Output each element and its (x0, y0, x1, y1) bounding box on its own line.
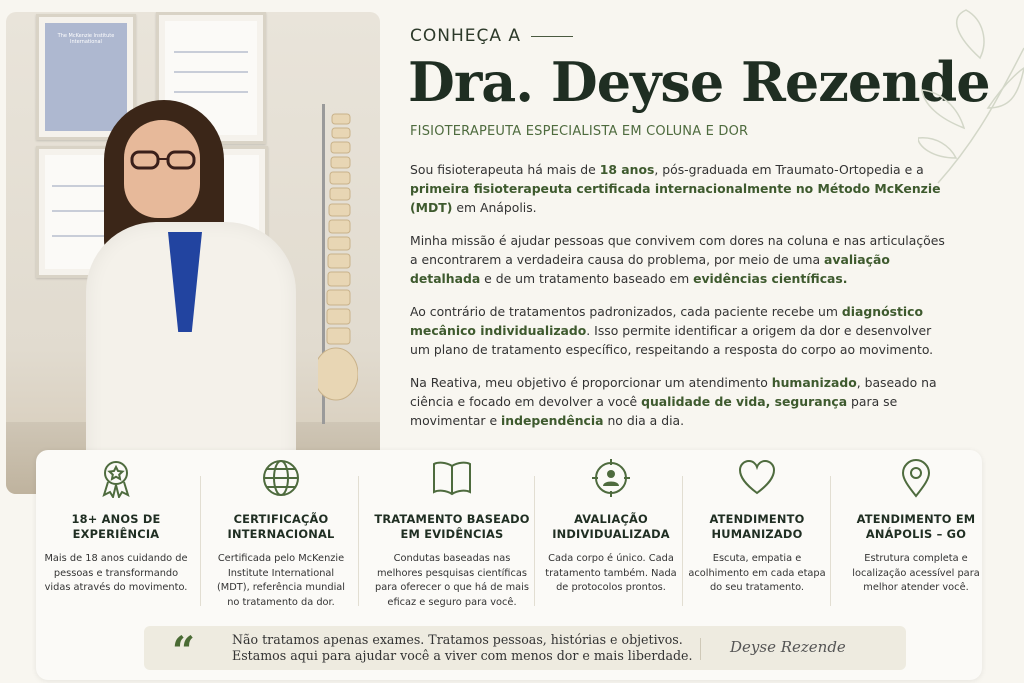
feature-location (842, 458, 990, 596)
feature-humanized (686, 458, 828, 596)
feature-assessment (542, 458, 680, 596)
bio-highlight: qualidade de vida, segurança (641, 394, 848, 409)
kicker-rule (531, 36, 573, 37)
bio-text-span: Minha missão é ajudar pessoas que convivem com dores na coluna e nas articulações a encontrarem a verdadeira causa do problema, por meio de uma (410, 233, 945, 267)
heart-icon (737, 458, 777, 498)
quote-divider (700, 638, 701, 660)
divider (200, 476, 201, 606)
feature-description: Estrutura completa e localização acessível para melhor atender você. (852, 553, 980, 593)
bio-text-span: Sou fisioterapeuta há mais de (410, 162, 600, 177)
quote-line: Não tratamos apenas exames. Tratamos pessoas, histórias e objetivos. (232, 632, 683, 647)
feature-title: ATENDIMENTO HUMANIZADO (709, 512, 805, 541)
glasses (128, 150, 198, 170)
bio-text-span: e de um tratamento baseado em (480, 271, 694, 286)
bio-paragraph (410, 231, 945, 288)
bio-text-span: , pós-graduada em Traumato-Ortopedia e a (654, 162, 924, 177)
feature-description: Cada corpo é único. Cada tratamento também. Nada de protocolos prontos. (545, 553, 677, 593)
bio-highlight: humanizado (771, 375, 857, 390)
quote-mark-icon: “ (172, 628, 196, 675)
bio-text-span: , baseado na ciência e focado em devolver a você (410, 375, 937, 409)
feature-title: AVALIAÇÃO INDIVIDUALIZADA (552, 512, 670, 541)
feature-description: Condutas baseadas nas melhores pesquisas científicas para oferecer o que há de mais eficaz e seguro para você. (375, 553, 529, 608)
feature-description: Mais de 18 anos cuidando de pessoas e transformando vidas através do movimento. (44, 553, 188, 593)
doctor-figure (76, 92, 306, 494)
globe-icon (261, 458, 301, 498)
doctor-photo (6, 12, 380, 494)
divider (830, 476, 831, 606)
certificate-title: The McKenzie Institute International (57, 33, 115, 45)
award-badge-icon (96, 458, 136, 498)
feature-experience (42, 458, 190, 596)
person-target-icon (591, 458, 631, 498)
location-pin-icon (896, 458, 936, 498)
bio-highlight: 18 anos (599, 162, 655, 177)
kicker-text: CONHEÇA A (410, 26, 522, 46)
quote-banner (144, 626, 906, 675)
bio-text-span: . Isso permite identificar a origem da dor e desenvolver um plano de tratamento específico, respeitando a resposta do corpo ao movimento. (410, 323, 934, 357)
page-subtitle: FISIOTERAPEUTA ESPECIALISTA EM COLUNA E DOR (410, 124, 749, 139)
bio-highlight: evidências científicas. (693, 271, 848, 286)
kicker (410, 26, 573, 46)
bio-highlight: independência (501, 413, 604, 428)
page-title: Dra. Deyse Rezende (408, 50, 990, 114)
quote-line: Estamos aqui para ajudar você a viver com menos dor e mais liberdade. (232, 648, 693, 663)
bio-text-span: para se movimentar e (410, 394, 898, 428)
feature-description: Escuta, empatia e acolhimento em cada etapa do seu tratamento. (688, 553, 826, 593)
bio-paragraph (410, 302, 945, 359)
signature: Deyse Rezende (730, 638, 846, 656)
bio-text-span: em Anápolis. (452, 200, 537, 215)
feature-title: CERTIFICAÇÃO INTERNACIONAL (227, 512, 335, 541)
feature-title: 18+ ANOS DE EXPERIÊNCIA (71, 512, 161, 541)
bio-paragraph (410, 373, 945, 430)
feature-title: TRATAMENTO BASEADO EM EVIDÊNCIAS (374, 512, 530, 541)
spine-model (318, 104, 358, 424)
divider (534, 476, 535, 606)
bio-text-span: Na Reativa, meu objetivo é proporcionar um atendimento (410, 375, 772, 390)
bio-highlight: primeira fisioterapeuta certificada internacionalmente no Método McKenzie (MDT) (410, 181, 941, 215)
feature-certification (214, 458, 348, 610)
feature-title: ATENDIMENTO EM ANÁPOLIS – GO (856, 512, 976, 541)
bio-paragraph (410, 160, 945, 217)
feature-evidence (370, 458, 534, 610)
feature-description: Certificada pelo McKenzie Institute International (MDT), referência mundial no tratamento da dor. (216, 553, 346, 608)
quote-text (232, 632, 692, 664)
bio-text-span: Ao contrário de tratamentos padronizados, cada paciente recebe um (410, 304, 842, 319)
divider (358, 476, 359, 606)
bio-highlight: diagnóstico mecânico individualizado (410, 304, 923, 338)
divider (682, 476, 683, 606)
bio-highlight: avaliação detalhada (410, 252, 890, 286)
open-book-icon (428, 458, 476, 498)
bio-text (410, 160, 945, 444)
bio-text-span: no dia a dia. (603, 413, 685, 428)
